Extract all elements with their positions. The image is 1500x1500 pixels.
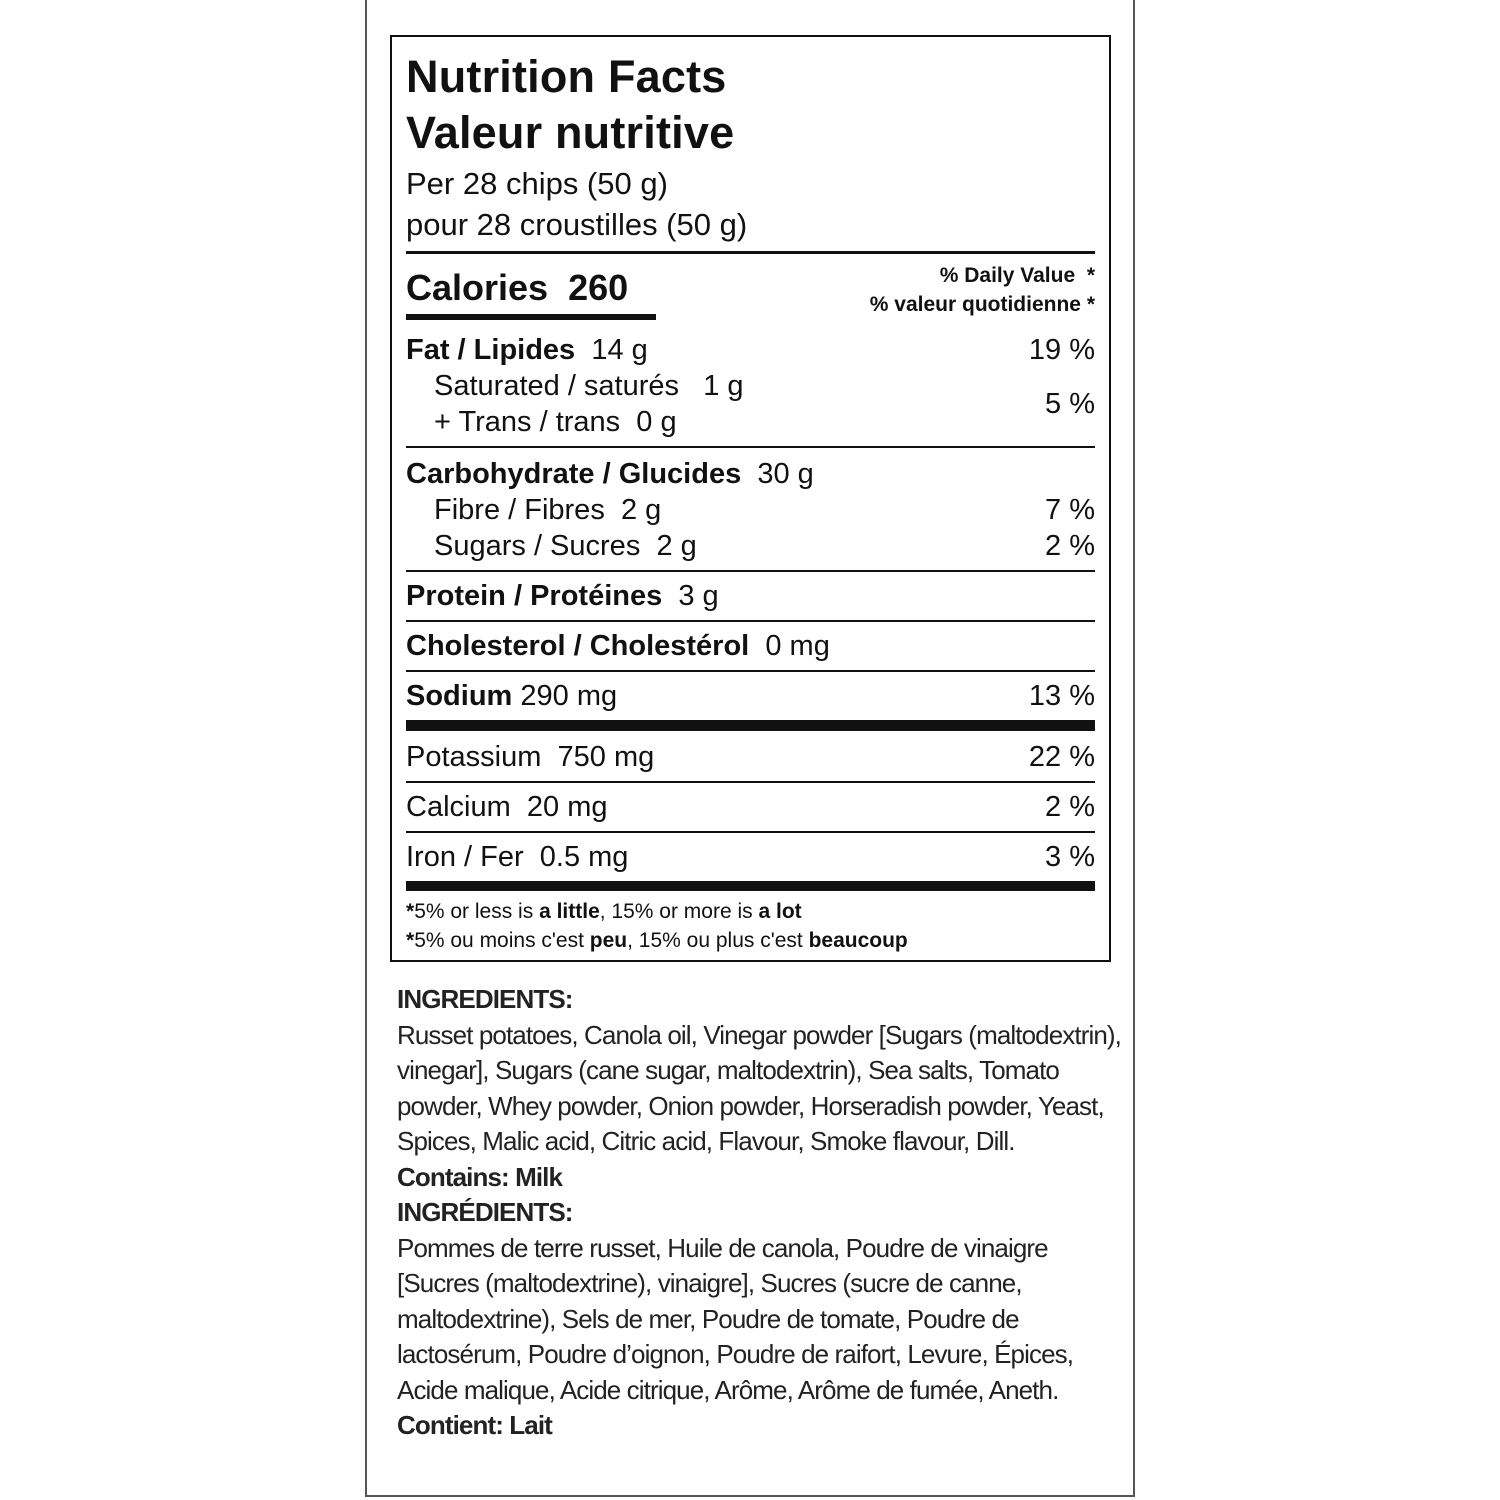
trans-name: + Trans / trans xyxy=(434,406,621,438)
calcium-dv: 2 % xyxy=(1045,791,1095,823)
iron-row xyxy=(406,833,1095,881)
potassium-amount: 750 mg xyxy=(557,741,655,773)
trans-amount: 0 g xyxy=(636,406,677,438)
sugars-name: Sugars / Sucres xyxy=(434,530,641,562)
sugars-amount: 2 g xyxy=(656,530,697,562)
ingredients-heading-en: INGREDIENTS: xyxy=(397,984,573,1014)
cholesterol-amount: 0 mg xyxy=(765,630,830,662)
fibre-name: Fibre / Fibres xyxy=(434,494,605,526)
calories-label: Calories xyxy=(406,267,549,308)
daily-value-header xyxy=(870,261,1095,319)
calcium-row xyxy=(406,783,1095,831)
thick-divider xyxy=(406,720,1095,731)
carb-block xyxy=(406,448,1095,570)
sat-trans-dv: 5 % xyxy=(1045,388,1095,420)
contains-en: Contains: Milk xyxy=(397,1161,563,1192)
serving-size xyxy=(406,163,1095,245)
potassium-row xyxy=(406,731,1095,781)
saturated-name: Saturated / saturés xyxy=(434,370,680,402)
fibre-dv: 7 % xyxy=(1045,494,1095,526)
iron-dv: 3 % xyxy=(1045,841,1095,873)
serving-en: Per 28 chips (50 g) xyxy=(406,166,668,201)
protein-name: Protein / Protéines xyxy=(406,580,663,612)
ingredients-heading-fr: INGRÉDIENTS: xyxy=(397,1197,573,1227)
fibre-row xyxy=(406,492,1095,528)
sodium-row xyxy=(406,672,1095,720)
sodium-amount: 290 mg xyxy=(520,680,618,712)
potassium-name: Potassium xyxy=(406,741,542,773)
cholesterol-name: Cholesterol / Cholestérol xyxy=(406,630,750,662)
serving-fr: pour 28 croustilles (50 g) xyxy=(406,207,748,242)
carb-name: Carbohydrate / Glucides xyxy=(406,458,742,490)
contains-fr: Contient: Lait xyxy=(397,1410,552,1440)
carb-amount: 30 g xyxy=(757,458,814,490)
nutrition-facts-table xyxy=(390,35,1111,962)
ingredients-text-fr: Pommes de terre russet, Huile de canola, Poudre de vinaigre [Sucres (maltodextrine), vinaigre], Sucres (sucre de canne, maltodextrine), Sels de mer, Poudre de tomate, Poudre de lactosérum, Poudre d’oignon, Poudre de raifort, Levure, Épices, Acide malique, Acide citrique, Arôme, Arôme de fumée, Aneth. xyxy=(397,1232,1074,1405)
potassium-dv: 22 % xyxy=(1028,741,1095,773)
saturated-amount: 1 g xyxy=(703,370,744,402)
fat-block xyxy=(406,322,1095,446)
sugars-dv: 2 % xyxy=(1045,530,1095,562)
protein-row xyxy=(406,572,1095,620)
calories-row xyxy=(406,254,1095,322)
fibre-amount: 2 g xyxy=(620,494,662,526)
fat-amount: 14 g xyxy=(591,334,648,366)
ingredients-section xyxy=(397,982,1121,1444)
protein-amount: 3 g xyxy=(678,580,719,612)
footnote xyxy=(406,897,1095,955)
dv-fr: % valeur quotidienne * xyxy=(869,293,1095,316)
calories-value: 260 xyxy=(568,267,629,308)
sodium-name: Sodium xyxy=(406,680,513,712)
calcium-amount: 20 mg xyxy=(526,791,608,823)
title-en: Nutrition Facts xyxy=(406,51,727,102)
cholesterol-row xyxy=(406,622,1095,670)
sat-trans-row xyxy=(406,368,1095,440)
iron-amount: 0.5 mg xyxy=(539,841,629,873)
footnote-en: *5% or less is a little, 15% or more is a lot xyxy=(406,900,802,923)
iron-name: Iron / Fer xyxy=(406,841,524,873)
footnote-fr: *5% ou moins c'est peu, 15% ou plus c'est beaucoup xyxy=(406,929,908,952)
dv-en: % Daily Value * xyxy=(939,264,1095,287)
saturated-row xyxy=(434,368,744,404)
carb-row xyxy=(406,456,1095,492)
title-fr: Valeur nutritive xyxy=(406,107,735,158)
calories-underline xyxy=(406,314,656,320)
nutrition-title xyxy=(406,49,1095,161)
trans-row xyxy=(434,404,744,440)
fat-row xyxy=(406,332,1095,368)
sugars-row xyxy=(406,528,1095,564)
ingredients-text-en: Russet potatoes, Canola oil, Vinegar powder [Sugars (maltodextrin), vinegar], Sugars (cane sugar, maltodextrin), Sea salts, Tomato powder, Whey powder, Onion powder, Horseradish powder, Yeast, Spices, Malic acid, Citric acid, Flavour, Smoke flavour, Dill. xyxy=(397,1019,1121,1156)
thick-divider xyxy=(406,881,1095,891)
calories xyxy=(406,258,628,318)
sodium-dv: 13 % xyxy=(1028,680,1095,712)
fat-name: Fat / Lipides xyxy=(406,334,576,366)
calcium-name: Calcium xyxy=(406,791,511,823)
fat-dv: 19 % xyxy=(1028,334,1095,366)
